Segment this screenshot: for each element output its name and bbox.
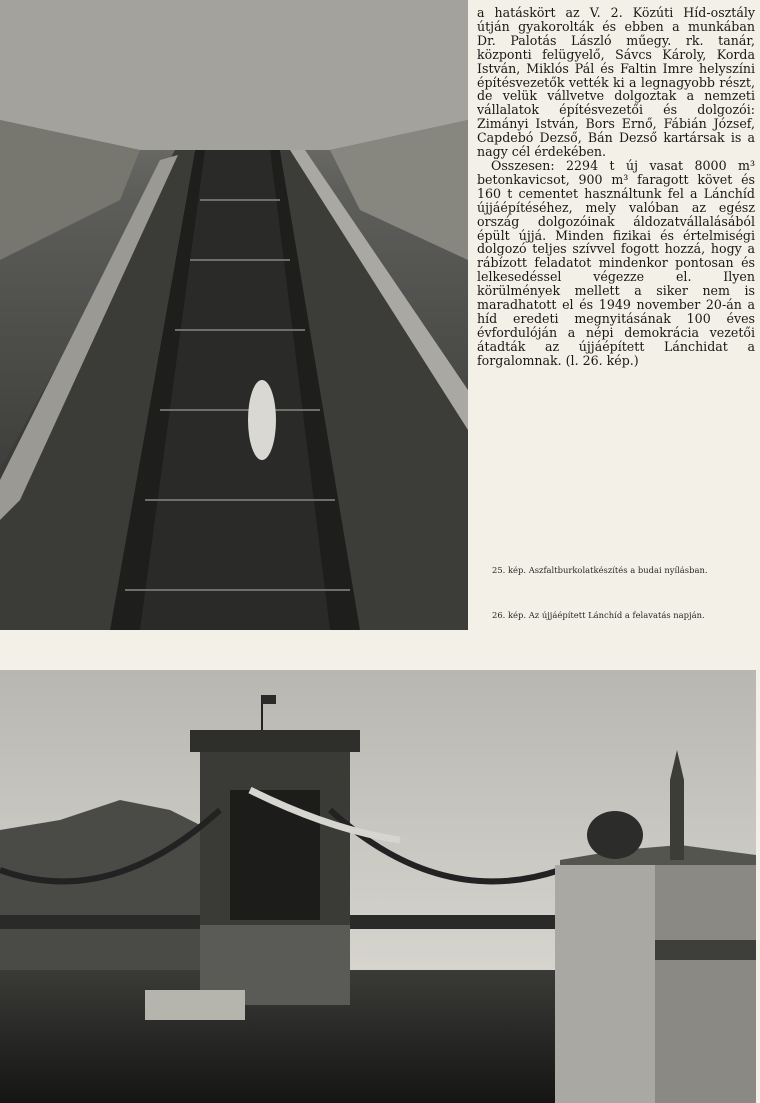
- photo-chain-bridge-image: [0, 670, 756, 1103]
- photo-asphalt-paving: [0, 0, 468, 630]
- caption-fig25: 25. kép. Aszfaltburkolatkészítés a budai nyílásban.: [492, 565, 708, 575]
- article-paragraph: a hatáskört az V. 2. Közúti Híd-osztály útján gyakorolták és ebben a munkában Dr. Palotás László műegy. rk. tanár, központi felügyelő, Sávcs Károly, Korda István, Miklós Pál és Faltin Imre helyszíni építésvezetők vették ki a legnagyobb részt, de velük vállvetve dolgoztak a nemzeti vállalatok építésvezetői és dolgozói: Zimányi István, Bors Ernő, Fábián József, Capdebó Dezső, Bán Dezső kartársak is a nagy cél érdekében.: [477, 5, 755, 160]
- article-paragraph: Összesen: 2294 t új vasat 8000 m³ betonkavicsot, 900 m³ faragott követ és 160 t cementet használtunk fel a Lánchíd újjáépítéséhez, mely valóban az egész ország dolgozóinak áldozatvállalásából épült újjá. Minden fizikai és értelmiségi dolgozó teljes szívvel fogott hozzá, hogy a rábízott feladatot mindenkor pontosan és lelkesedéssel végezze el. Ilyen körülmények mellett a siker nem is maradhatott el és 1949 november 20-án a híd eredeti megnyitásának 100 éves évfordulóján a népi demokrácia vezetői átadták az újjáépített Lánchidat a forgalomnak. (l. 26. kép.): [477, 157, 755, 368]
- article-text: [477, 6, 755, 368]
- photo-chain-bridge: [0, 670, 756, 1103]
- photo-asphalt-paving-image: [0, 0, 468, 630]
- caption-fig26: 26. kép. Az újjáépített Lánchíd a felavatás napján.: [492, 610, 705, 620]
